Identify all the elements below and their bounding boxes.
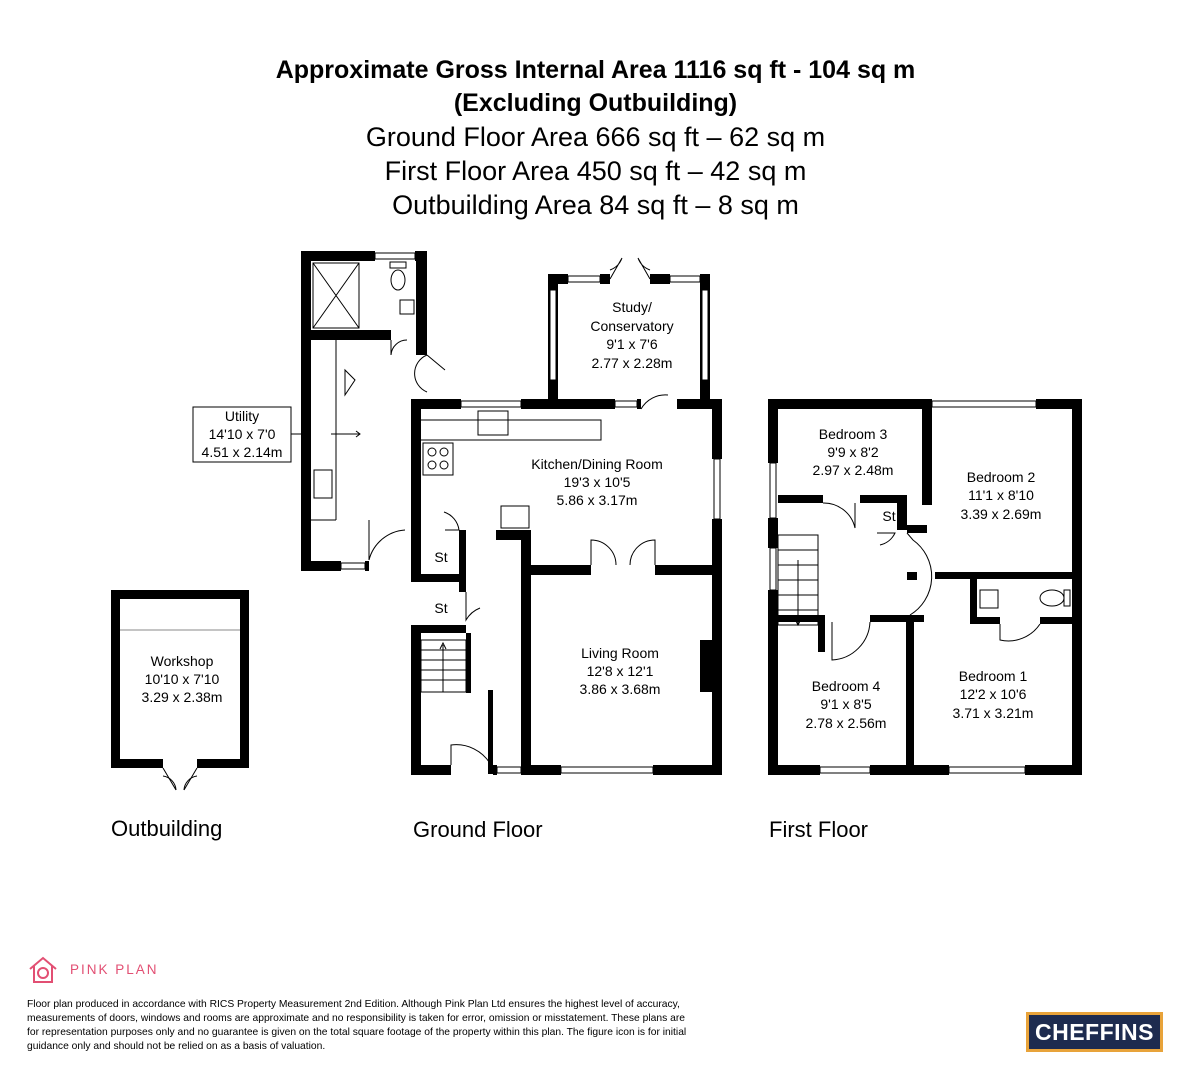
header-gross-area: Approximate Gross Internal Area 1116 sq ft - 104 sq m	[275, 56, 916, 84]
cheffins-logo: CHEFFINS	[1026, 1012, 1163, 1052]
study-name-line1: Study/	[612, 299, 652, 315]
utility-name: Utility	[224, 408, 260, 424]
header-excluding-outbuilding: (Excluding Outbuilding)	[453, 89, 738, 117]
bedroom2-name: Bedroom 2	[966, 469, 1036, 485]
bedroom3-name: Bedroom 3	[818, 426, 888, 442]
study-imperial: 9'1 x 7'6	[606, 336, 658, 352]
bedroom3-metric: 2.97 x 2.48m	[812, 462, 894, 478]
store-label-3: St	[882, 508, 896, 524]
bedroom2-imperial: 11'1 x 8'10	[968, 487, 1034, 503]
living-metric: 3.86 x 3.68m	[579, 681, 661, 697]
bedroom4-metric: 2.78 x 2.56m	[805, 715, 887, 731]
bedroom1-imperial: 12'2 x 10'6	[959, 686, 1027, 702]
header-ground-floor-area: Ground Floor Area 666 sq ft – 62 sq m	[365, 122, 826, 152]
header-outbuilding-area: Outbuilding Area 84 sq ft – 8 sq m	[392, 190, 799, 220]
workshop-name: Workshop	[150, 653, 214, 669]
study-name-line2: Conservatory	[590, 318, 674, 334]
utility-imperial: 14'10 x 7'0	[208, 426, 276, 442]
kitchen-imperial: 19'3 x 10'5	[563, 474, 631, 490]
pink-plan-brand: PINK PLAN	[70, 962, 159, 977]
bedroom1-name: Bedroom 1	[958, 668, 1028, 684]
workshop-metric: 3.29 x 2.38m	[141, 689, 223, 705]
bedroom2-metric: 3.39 x 2.69m	[960, 506, 1042, 522]
bedroom3-imperial: 9'9 x 8'2	[827, 444, 879, 460]
pink-plan-house-icon	[27, 955, 61, 985]
bedroom1-metric: 3.71 x 3.21m	[952, 705, 1034, 721]
floor-label-ground: Ground Floor	[413, 817, 543, 842]
header-first-floor-area: First Floor Area 450 sq ft – 42 sq m	[384, 156, 807, 186]
store-label-1: St	[434, 549, 448, 565]
kitchen-metric: 5.86 x 3.17m	[556, 492, 638, 508]
workshop-imperial: 10'10 x 7'10	[144, 671, 220, 687]
floor-label-first: First Floor	[769, 817, 868, 842]
living-name: Living Room	[581, 645, 659, 661]
kitchen-name: Kitchen/Dining Room	[531, 456, 663, 472]
disclaimer-text: Floor plan produced in accordance with RICS Property Measurement 2nd Edition. Although Pink Plan Ltd ensures the highest level of accuracy, measurements of doors, windows and rooms are approximate and no responsibility is taken for error, omission or misstatement. These plans are for representation purposes only and no guarantee is given on the total square footage of the property within this plan. The figure icon is for initial guidance only and should not be relied on as a basis of valuation.	[27, 999, 687, 1052]
utility-metric: 4.51 x 2.14m	[201, 444, 283, 460]
bedroom4-name: Bedroom 4	[811, 678, 881, 694]
bedroom4-imperial: 9'1 x 8'5	[820, 696, 872, 712]
floor-label-outbuilding: Outbuilding	[111, 816, 223, 841]
store-label-2: St	[434, 600, 448, 616]
study-metric: 2.77 x 2.28m	[591, 355, 673, 371]
living-imperial: 12'8 x 12'1	[586, 663, 654, 679]
